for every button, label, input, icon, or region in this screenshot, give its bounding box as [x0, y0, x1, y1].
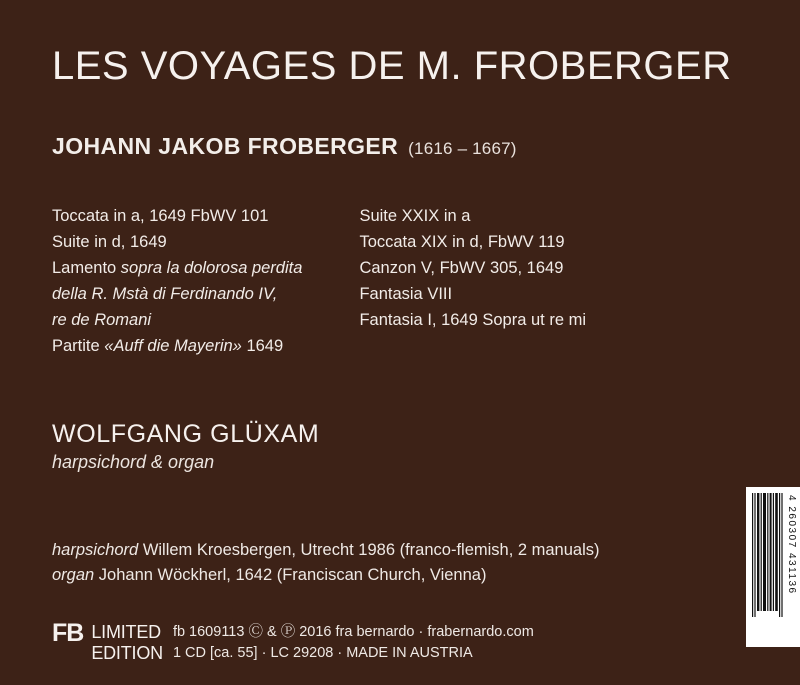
track-item: Fantasia I, 1649 Sopra ut re mi [359, 311, 586, 329]
credit-label: harpsichord [52, 541, 139, 559]
track-item: Toccata in a, 1649 FbWV 101 [52, 207, 269, 225]
track-item: Partite «Auff die Mayerin» 1649 [52, 337, 284, 355]
label-logo: FB [52, 619, 84, 647]
album-title: LES VOYAGES DE M. FROBERGER [52, 44, 732, 88]
credit-text: Johann Wöckherl, 1642 (Franciscan Church, Vienna) [98, 566, 487, 584]
performer-role: harpsichord & organ [52, 452, 215, 472]
credit-line [52, 538, 600, 563]
track-item: della R. Mstà di Ferdinando IV, [52, 285, 278, 303]
footer-line-1: fb 1609113 Ⓒ & Ⓟ 2016 fra bernardo · frabernardo.com [172, 624, 534, 640]
limited-line-2: EDITION [91, 643, 163, 663]
track-listing [52, 203, 752, 359]
track-item: Lamento sopra la dolorosa perdita [52, 259, 303, 277]
track-item: re de Romani [52, 311, 152, 329]
track-item: Suite XXIX in a [359, 207, 471, 225]
composer-name [52, 133, 517, 160]
barcode [746, 487, 800, 647]
composer-years: (1616 – 1667) [408, 139, 517, 158]
credit-label: organ [52, 566, 95, 584]
track-item: Toccata XIX in d, FbWV 119 [359, 233, 565, 251]
composer-label: JOHANN JAKOB FROBERGER [52, 133, 399, 159]
footer-info [52, 619, 534, 664]
barcode-bars-icon [752, 493, 784, 617]
limited-edition-mark [91, 622, 163, 664]
credit-line [52, 563, 600, 588]
track-item: Fantasia VIII [359, 285, 453, 303]
track-item: Suite in d, 1649 [52, 233, 167, 251]
barcode-digits: 4 260307 431136 [786, 495, 797, 595]
limited-line-1: LIMITED [91, 622, 161, 642]
performer-name: WOLFGANG GLÜXAM [52, 420, 320, 448]
credit-text: Willem Kroesbergen, Utrecht 1986 (franco-flemish, 2 manuals) [142, 541, 600, 559]
footer-line-2: 1 CD [ca. 55] · LC 29208 · MADE IN AUSTRIA [172, 645, 473, 661]
instrument-credits [52, 538, 600, 588]
footer-text [173, 622, 534, 664]
track-column-right [359, 203, 739, 333]
track-item: Canzon V, FbWV 305, 1649 [359, 259, 564, 277]
track-column-left [52, 203, 355, 359]
